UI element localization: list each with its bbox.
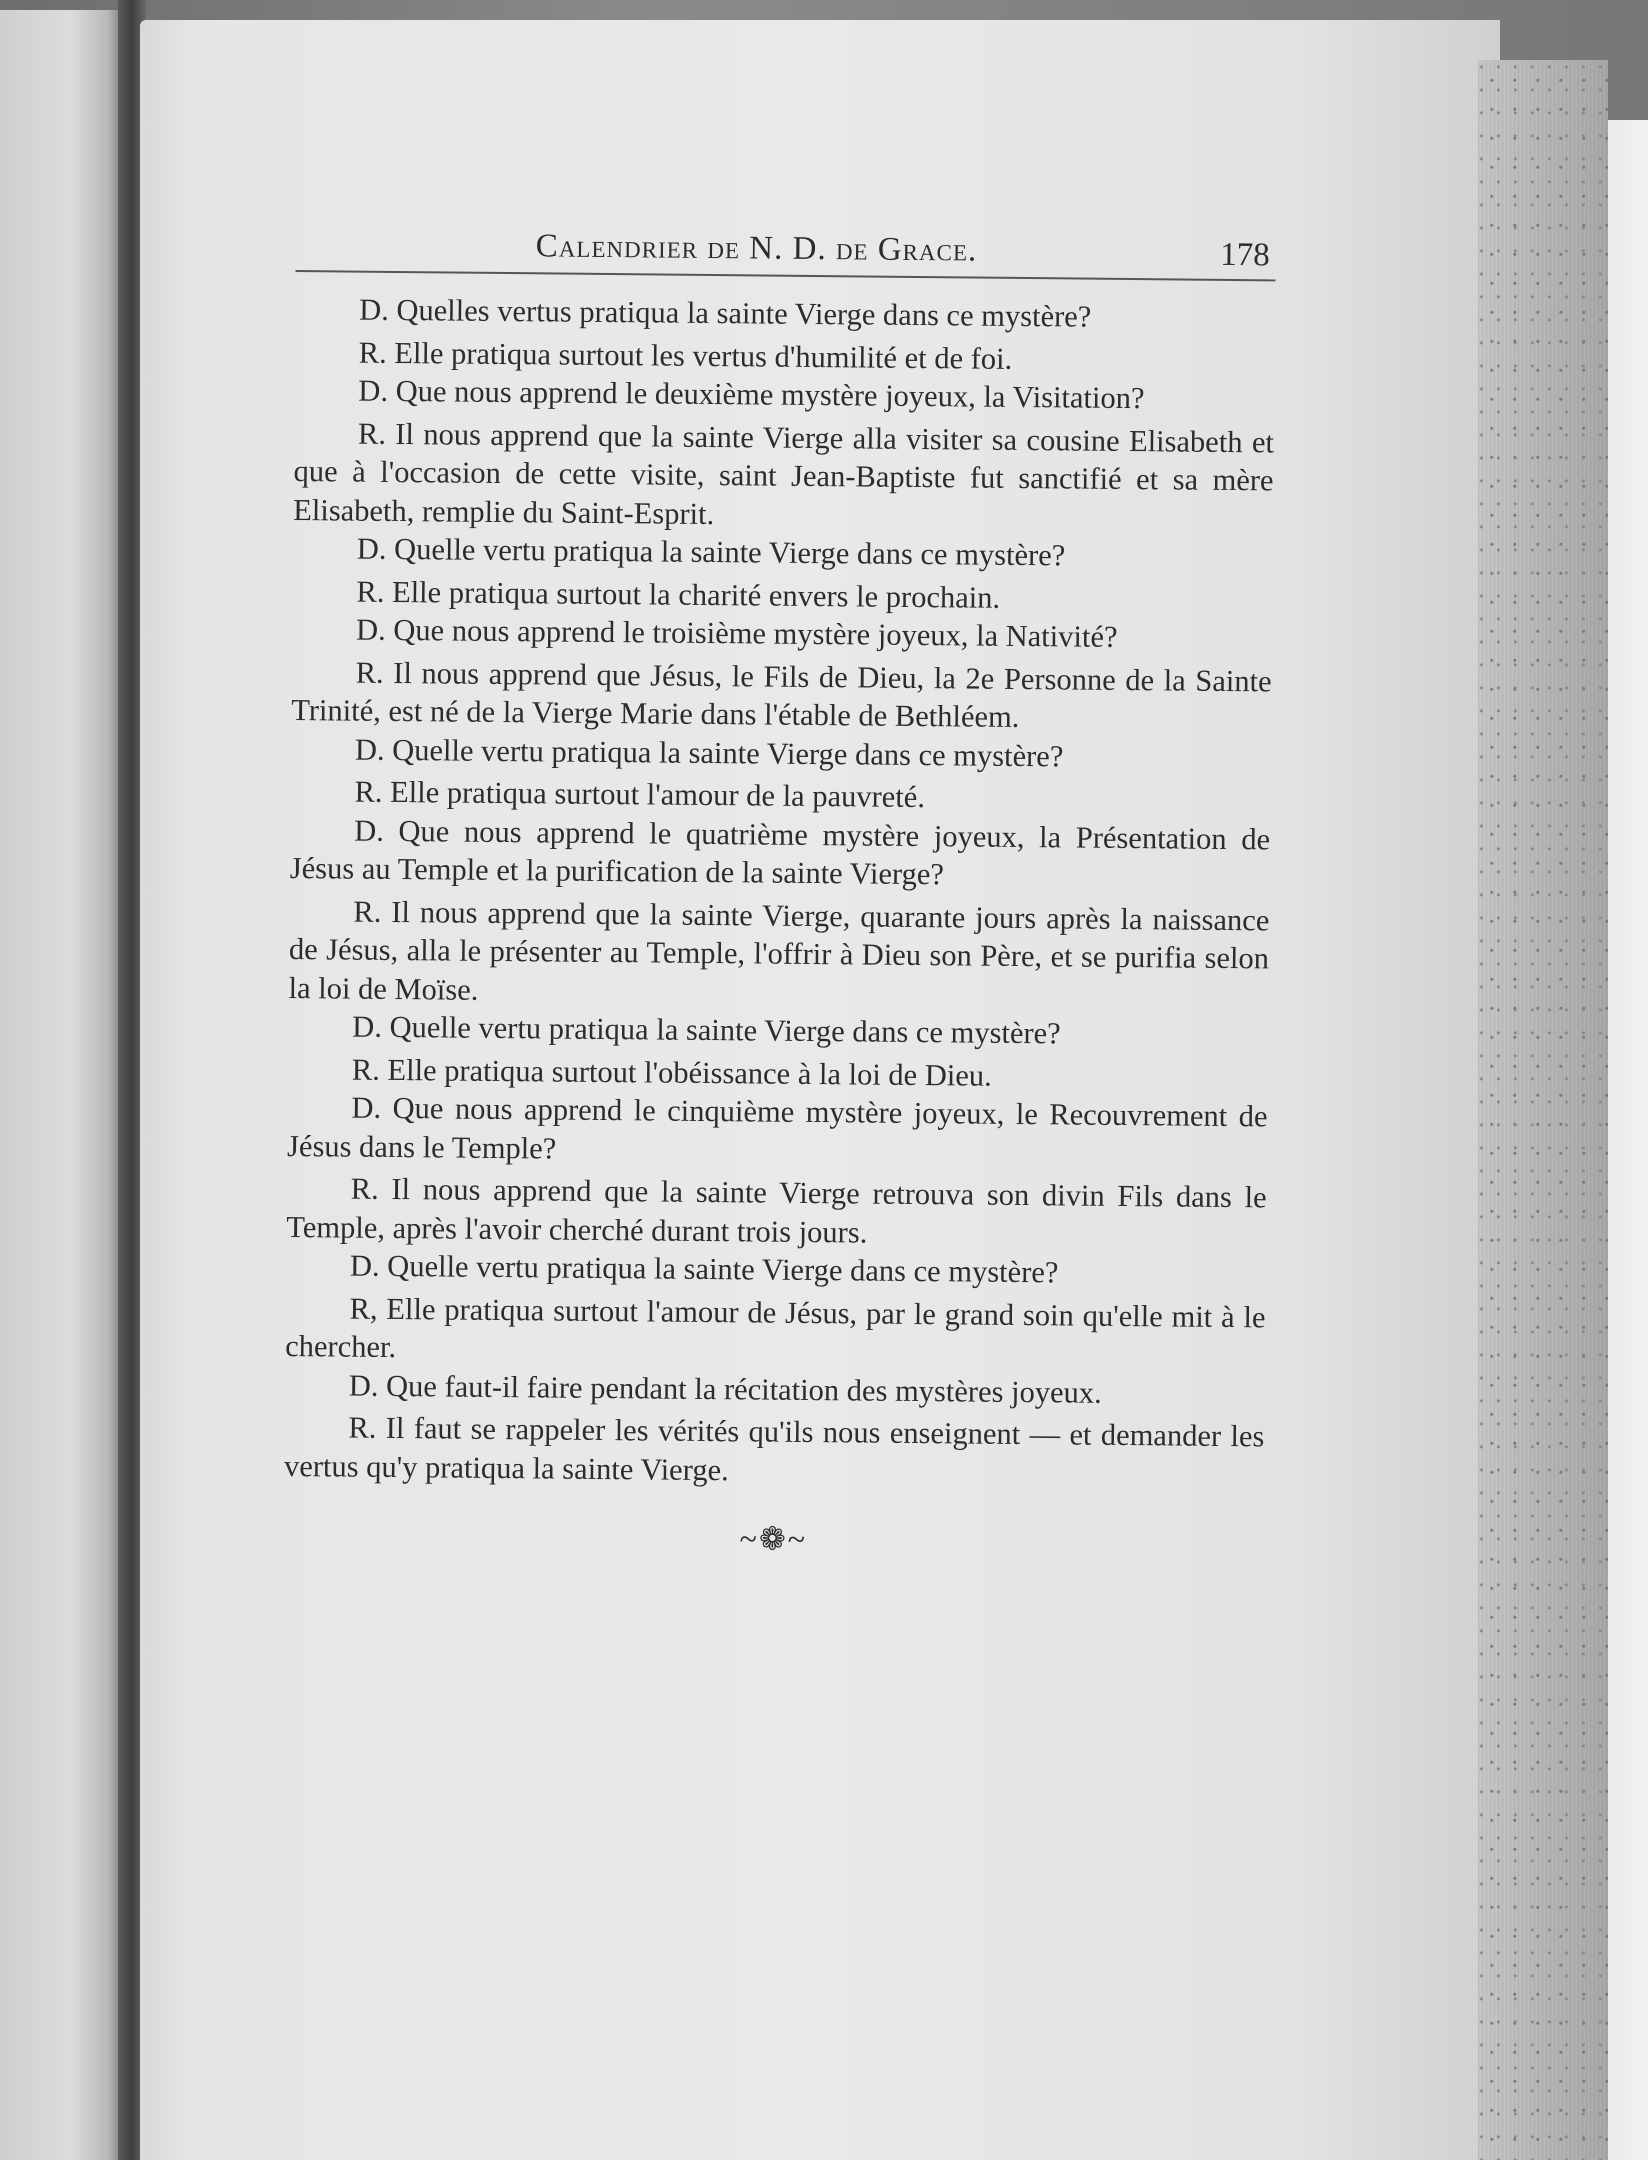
page-stack-edge (1478, 60, 1608, 2160)
end-ornament: ~❁~ (739, 1520, 808, 1557)
answer-paragraph: R, Elle pratiqua surtout l'amour de Jésus, par le grand soin qu'elle mit à le chercher. (285, 1291, 1266, 1365)
question-paragraph: D. Que nous apprend le cinquième mystère joyeux, le Recouvrement de Jésus dans le Temple? (286, 1090, 1268, 1166)
answer-paragraph: R. Elle pratiqua surtout l'obéissance à la loi de Dieu. (351, 1052, 992, 1093)
question-paragraph: D. Quelles vertus pratiqua la sainte Vierge dans ce mystère? (358, 292, 1092, 334)
answer-paragraph: R. Elle pratiqua surtout la charité envers le prochain. (356, 574, 1001, 615)
question-paragraph: D. Quelle vertu pratiqua la sainte Vierge dans ce mystère? (354, 732, 1064, 773)
question-paragraph: D. Que faut-il faire pendant la récitation des mystères joyeux. (348, 1368, 1102, 1410)
answer-paragraph: R. Elle pratiqua surtout les vertus d'humilité et de foi. (358, 335, 1013, 376)
answer-paragraph: R. Il faut se rappeler les vérités qu'ils nous enseignent — et demander les vertus qu'y pratiqua la sainte Vierge. (283, 1410, 1265, 1487)
running-head-title: Calendrier de N. D. de Grace. (535, 228, 978, 269)
question-paragraph: D. Que nous apprend le troisième mystère joyeux, la Nativité? (355, 612, 1118, 654)
question-paragraph: D. Quelle vertu pratiqua la sainte Vierge dans ce mystère? (349, 1248, 1059, 1290)
answer-paragraph: R. Il nous apprend que la sainte Vierge retrouva son divin Fils dans le Temple, après l'avoir cherché durant trois jours. (286, 1171, 1267, 1250)
answer-paragraph: R. Il nous apprend que Jésus, le Fils de Dieu, la 2e Personne de la Sainte Trinité, est né de la Vierge Marie dans l'étable de Bethléem. (291, 655, 1272, 734)
page-number: 178 (1220, 236, 1270, 274)
question-paragraph: D. Que nous apprend le quatrième mystère joyeux, la Présentation de Jésus au Temple et la purification de la sainte Vierge? (289, 813, 1271, 892)
facing-page-edge (0, 10, 118, 2160)
catechism-body (284, 290, 1275, 1494)
answer-paragraph: R. Il nous apprend que la sainte Vierge, quarante jours après la naissance de Jésus, alla le présenter au Temple, l'offrir à Dieu son Père, et se purifia selon la loi de Moïse. (288, 894, 1270, 1007)
question-paragraph: D. Que nous apprend le deuxième mystère joyeux, la Visitation? (358, 373, 1145, 416)
answer-paragraph: R. Elle pratiqua surtout l'amour de la pauvreté. (354, 774, 926, 815)
page-text-block (283, 222, 1276, 1562)
answer-paragraph: R. Il nous apprend que la sainte Vierge alla visiter sa cousine Elisabeth et que à l'occasion de cette visite, saint Jean-Baptiste fut sanctifié et sa mère Elisabeth, remplie du Saint-Esprit. (293, 416, 1275, 531)
question-paragraph: D. Quelle vertu pratiqua la sainte Vierge dans ce mystère? (356, 531, 1066, 573)
running-head (296, 222, 1276, 281)
question-paragraph: D. Quelle vertu pratiqua la sainte Vierge dans ce mystère? (352, 1009, 1061, 1051)
